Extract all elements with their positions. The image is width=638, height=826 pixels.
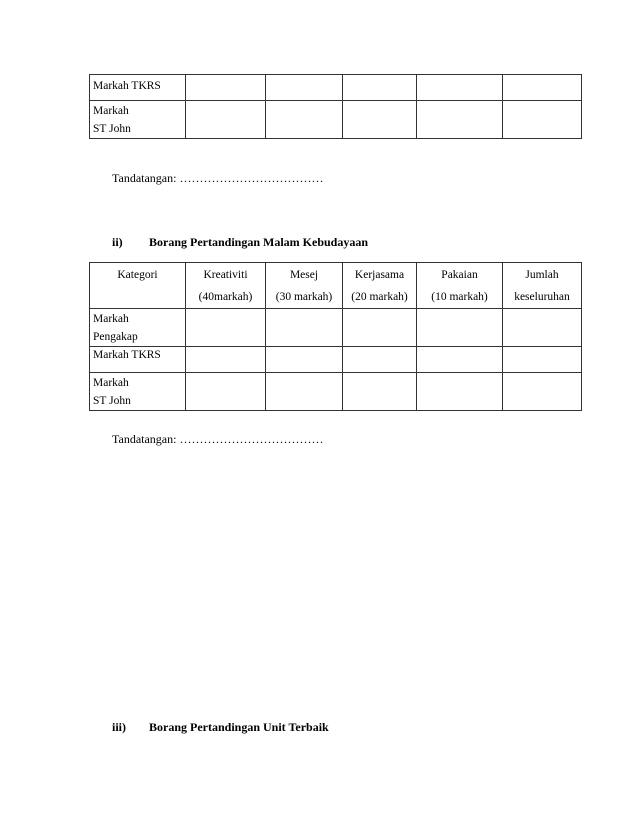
- header-line: (40markah): [198, 291, 253, 303]
- section-number: ii): [112, 235, 123, 249]
- row-label: [90, 101, 186, 139]
- header-line: (20 markah): [351, 291, 408, 303]
- table-row: [90, 309, 582, 347]
- header-line: Kerjasama: [354, 269, 405, 281]
- score-cell[interactable]: [266, 309, 343, 347]
- score-cell[interactable]: [343, 101, 417, 139]
- culture-night-score-table: [89, 262, 582, 411]
- score-cell[interactable]: [186, 373, 266, 411]
- header-kreativiti: [186, 263, 266, 309]
- score-cell[interactable]: [266, 75, 343, 101]
- header-line: (10 markah): [431, 291, 488, 303]
- score-cell[interactable]: [186, 309, 266, 347]
- score-cell[interactable]: [503, 373, 582, 411]
- header-pakaian: [417, 263, 503, 309]
- score-cell[interactable]: [186, 75, 266, 101]
- row-label: [90, 373, 186, 411]
- section-heading-iii: [112, 720, 329, 735]
- header-mesej: [266, 263, 343, 309]
- header-jumlah: [503, 263, 582, 309]
- score-cell[interactable]: [186, 101, 266, 139]
- section-title: Borang Pertandingan Unit Terbaik: [149, 720, 329, 734]
- signature-line-1: Tandatangan: ………………………………: [112, 171, 324, 185]
- score-cell[interactable]: [343, 373, 417, 411]
- header-line: Pakaian: [441, 269, 478, 281]
- row-label-line: Markah: [93, 377, 129, 389]
- section-heading-ii: [112, 235, 368, 250]
- score-cell[interactable]: [266, 347, 343, 373]
- header-line: keseluruhan: [514, 291, 570, 303]
- score-cell[interactable]: [186, 347, 266, 373]
- header-line: Kategori: [117, 269, 158, 281]
- row-label: [90, 309, 186, 347]
- header-line: Kreativiti: [203, 269, 248, 281]
- table-row: [90, 75, 582, 101]
- section-title: Borang Pertandingan Malam Kebudayaan: [149, 235, 369, 249]
- header-kerjasama: [343, 263, 417, 309]
- signature-line-2: Tandatangan: ………………………………: [112, 432, 324, 446]
- header-kategori: [90, 263, 186, 309]
- row-label-line: ST John: [93, 123, 131, 135]
- score-cell[interactable]: [417, 309, 503, 347]
- row-label-line: ST John: [93, 395, 131, 407]
- header-line: Jumlah: [525, 269, 559, 281]
- row-label-line: Markah: [93, 313, 129, 325]
- row-label-text: Markah TKRS: [93, 80, 161, 92]
- score-cell[interactable]: [503, 309, 582, 347]
- score-cell[interactable]: [503, 101, 582, 139]
- score-cell[interactable]: [417, 347, 503, 373]
- table-row: [90, 373, 582, 411]
- score-cell[interactable]: [417, 101, 503, 139]
- score-cell[interactable]: [417, 75, 503, 101]
- score-cell[interactable]: [503, 347, 582, 373]
- score-cell[interactable]: [503, 75, 582, 101]
- score-cell[interactable]: [343, 347, 417, 373]
- row-label-text: Markah TKRS: [93, 349, 161, 361]
- row-label: [90, 75, 186, 101]
- row-label-line: Pengakap: [93, 331, 138, 343]
- section-number: iii): [112, 720, 126, 734]
- header-line: (30 markah): [275, 291, 333, 303]
- score-cell[interactable]: [266, 373, 343, 411]
- score-cell[interactable]: [343, 309, 417, 347]
- table-row: [90, 347, 582, 373]
- score-table-continued: [89, 74, 582, 139]
- score-cell[interactable]: [266, 101, 343, 139]
- header-row: [90, 263, 582, 309]
- score-cell[interactable]: [417, 373, 503, 411]
- row-label-line: Markah: [93, 105, 129, 117]
- score-cell[interactable]: [343, 75, 417, 101]
- row-label: [90, 347, 186, 373]
- table-row: [90, 101, 582, 139]
- header-line: Mesej: [289, 269, 319, 281]
